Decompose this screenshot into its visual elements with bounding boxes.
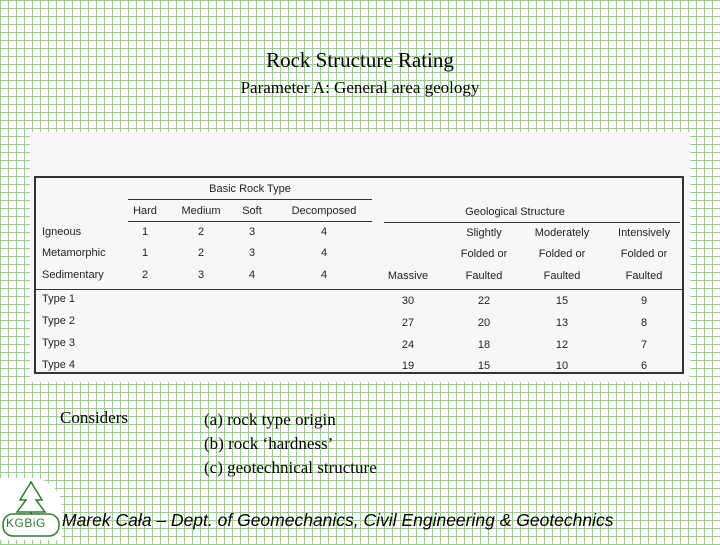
logo-text: KGBiG (6, 516, 46, 530)
cell-value: 6 (640, 360, 648, 372)
geo-header-underline (384, 222, 680, 223)
cell-value: 19 (401, 360, 415, 372)
rating-table (34, 176, 684, 374)
col-intensively-line2: Folded or (620, 248, 668, 260)
kgbig-logo-graphic (0, 478, 62, 540)
cell-value: 10 (555, 360, 569, 372)
cell-value: 24 (401, 339, 415, 351)
col-moderately-line2: Folded or (538, 248, 586, 260)
table-divider (36, 289, 682, 290)
cell-value: 27 (401, 317, 415, 329)
cell-value: 4 (248, 269, 256, 281)
slide-subtitle: Parameter A: General area geology (240, 78, 480, 97)
col-moderately-line3: Faulted (543, 270, 581, 282)
cell-value: 30 (401, 295, 415, 307)
basic-rock-type-header: Basic Rock Type (209, 183, 291, 195)
cell-value: 4 (320, 247, 328, 259)
cell-value: 12 (555, 339, 569, 351)
cell-value: 2 (197, 247, 205, 259)
col-slightly-line1: Slightly (466, 227, 502, 239)
slide-title: Rock Structure Rating (266, 48, 454, 72)
row-type-3: Type 3 (42, 337, 76, 349)
row-sedimentary: Sedimentary (42, 269, 104, 281)
list-item: (b) rock ‘hardness’ (204, 434, 334, 453)
cell-value: 1 (141, 226, 149, 238)
row-type-4: Type 4 (42, 359, 76, 371)
cell-value: 22 (477, 295, 491, 307)
considers-label: Considers (60, 408, 128, 427)
cell-value: 9 (640, 295, 648, 307)
cell-value: 1 (141, 247, 149, 259)
cell-value: 4 (320, 269, 328, 281)
cell-value: 20 (477, 317, 491, 329)
cell-value: 15 (477, 360, 491, 372)
col-medium: Medium (181, 205, 221, 217)
row-igneous: Igneous (42, 226, 82, 238)
col-soft: Soft (242, 205, 262, 217)
cell-value: 15 (555, 295, 569, 307)
col-decomposed: Decomposed (291, 205, 357, 217)
basic-header-underline (128, 199, 372, 200)
basic-cols-underline (128, 221, 372, 222)
cell-value: 3 (248, 226, 256, 238)
row-type-2: Type 2 (42, 315, 76, 327)
cell-value: 2 (141, 269, 149, 281)
kgbig-logo-icon (0, 478, 62, 540)
footer-author: Marek Cała – Dept. of Geomechanics, Civil Engineering & Geotechnics (62, 510, 614, 530)
row-metamorphic: Metamorphic (42, 247, 106, 259)
cell-value: 8 (640, 317, 648, 329)
cell-value: 18 (477, 339, 491, 351)
col-slightly-line3: Faulted (465, 270, 503, 282)
col-hard: Hard (133, 205, 157, 217)
col-intensively-line3: Faulted (625, 270, 663, 282)
col-moderately-line1: Moderately (534, 227, 590, 239)
cell-value: 2 (197, 226, 205, 238)
cell-value: 13 (555, 317, 569, 329)
col-intensively-line1: Intensively (618, 227, 670, 239)
col-slightly-line2: Folded or (460, 248, 508, 260)
row-type-1: Type 1 (42, 293, 76, 305)
col-massive: Massive (387, 270, 429, 282)
list-item: (c) geotechnical structure (204, 458, 377, 477)
cell-value: 7 (640, 339, 648, 351)
cell-value: 3 (197, 269, 205, 281)
considerations-list (204, 408, 377, 480)
list-item: (a) rock type origin (204, 410, 336, 429)
cell-value: 4 (320, 226, 328, 238)
rating-table-image (30, 132, 690, 382)
geological-structure-header: Geological Structure (465, 206, 565, 218)
cell-value: 3 (248, 247, 256, 259)
